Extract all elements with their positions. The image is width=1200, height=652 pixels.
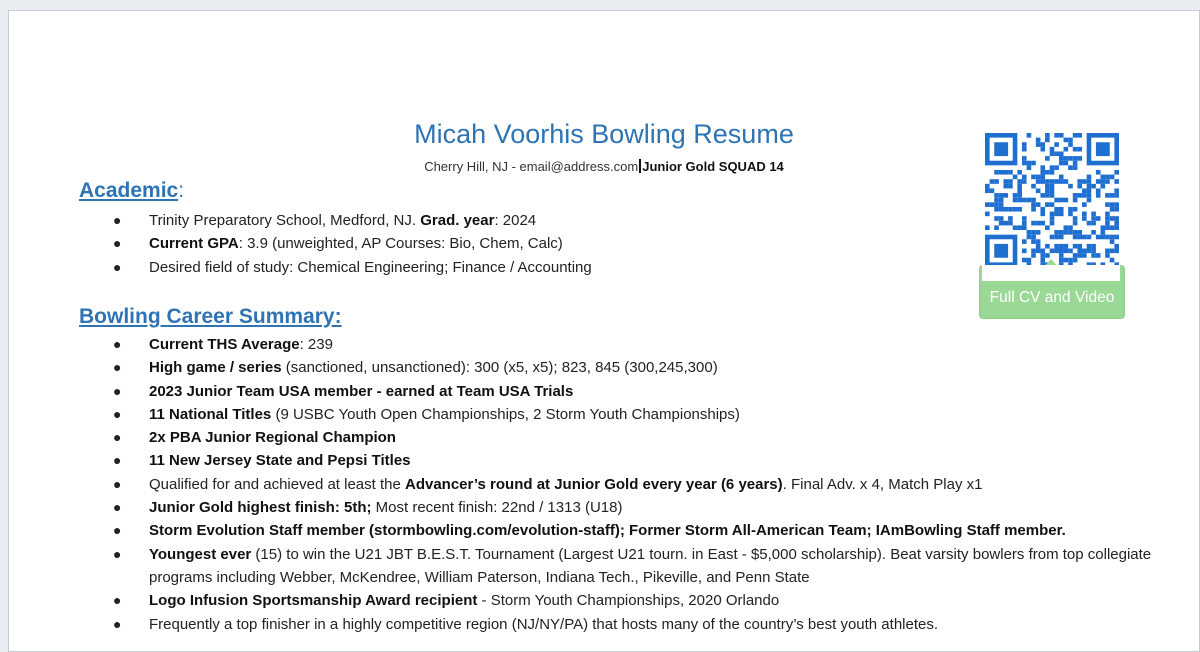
bullet-icon: ● xyxy=(113,522,122,539)
bullet-icon: ● xyxy=(113,336,122,352)
item-bold: Current THS Average xyxy=(149,336,300,353)
bullet-icon: ● xyxy=(113,212,122,228)
item-bold: Logo Infusion Sportsmanship Award recipient xyxy=(149,592,478,610)
list-item xyxy=(109,380,1169,403)
item-bold: Youngest ever xyxy=(149,545,252,563)
item-pre: Frequently a top finisher in a highly competitive region (NJ/NY/PA) that hosts many of the country’s best youth athletes. xyxy=(149,615,939,633)
bullet-icon: ● xyxy=(113,235,122,252)
academic-heading xyxy=(79,179,184,203)
career-list xyxy=(109,333,1169,636)
item-bold: 2023 Junior Team USA member - earned at Team USA Trials xyxy=(149,382,574,400)
bullet-icon: ● xyxy=(113,452,122,469)
item-post: (sanctioned, unsanctioned): 300 (x5, x5); 823, 845 (300,245,300) xyxy=(281,359,718,377)
item-post: (9 USBC Youth Open Championships, 2 Storm Youth Championships) xyxy=(271,405,740,423)
career-heading-text: Bowling Career Summary: xyxy=(79,305,342,328)
qr-caption: Full CV and Video xyxy=(989,289,1115,306)
item-bold: Advancer’s round at Junior Gold every year (6 years) xyxy=(405,475,783,493)
item-post: - Storm Youth Championships, 2020 Orlando xyxy=(477,592,780,610)
list-item xyxy=(109,543,1169,590)
contact-info: Cherry Hill, NJ - email@address.com xyxy=(424,159,639,174)
item-post: Most recent finish: 22nd / 1313 (U18) xyxy=(371,499,623,517)
bullet-icon: ● xyxy=(113,429,122,446)
list-item xyxy=(109,403,1169,426)
squad-info: Junior Gold SQUAD 14 xyxy=(642,159,784,174)
item-pre: Desired field of study: Chemical Engineering; Finance / Accounting xyxy=(149,258,592,276)
item-post: . Final Adv. x 4, Match Play x1 xyxy=(782,475,983,493)
list-item xyxy=(109,589,1169,612)
bullet-icon: ● xyxy=(113,359,122,376)
item-post: : 2024 xyxy=(494,212,537,229)
list-item xyxy=(109,519,1169,542)
item-bold: 2x PBA Junior Regional Champion xyxy=(149,429,396,447)
item-bold: High game / series xyxy=(149,359,282,377)
list-item xyxy=(109,256,1169,279)
item-bold: Storm Evolution Staff member (stormbowling.com/evolution-staff); Former Storm All-American Team; IAmBowling Staff member. xyxy=(149,522,1066,540)
item-bold: Current GPA xyxy=(149,235,239,253)
item-post: (15) to win the U21 JBT B.E.S.T. Tournament (Largest U21 tourn. in East - $5,000 scholarship). Beat varsity bowlers from top collegiate programs including Webber, McKendree, William Paterson, Indiana Tech., Pikeville, and Penn State xyxy=(149,545,1152,586)
list-item xyxy=(109,613,1169,636)
bullet-icon: ● xyxy=(113,405,122,422)
bullet-icon: ● xyxy=(113,499,122,516)
item-post: : 3.9 (unweighted, AP Courses: Bio, Chem, Calc) xyxy=(238,235,563,253)
bullet-icon: ● xyxy=(113,475,122,492)
list-item xyxy=(109,449,1169,472)
list-item xyxy=(109,426,1169,449)
list-item xyxy=(109,232,1169,255)
list-item xyxy=(109,356,1169,379)
bullet-icon: ● xyxy=(113,545,122,562)
item-pre: Qualified for and achieved at least the xyxy=(149,475,405,493)
text-cursor xyxy=(639,159,641,173)
list-item xyxy=(109,209,1169,232)
bullet-icon: ● xyxy=(113,258,122,275)
list-item xyxy=(109,496,1169,519)
bullet-icon: ● xyxy=(113,615,122,632)
item-bold: 11 National Titles xyxy=(149,405,272,423)
item-bold: Grad. year xyxy=(420,212,495,229)
academic-heading-colon: : xyxy=(178,179,185,202)
item-bold: Junior Gold highest finish: 5th; xyxy=(149,499,372,517)
list-item xyxy=(109,333,1169,356)
career-heading xyxy=(79,305,342,329)
document-title: Micah Voorhis Bowling Resume xyxy=(414,119,794,149)
bullet-icon: ● xyxy=(113,592,122,609)
bullet-icon: ● xyxy=(113,382,122,399)
document-page xyxy=(8,10,1200,652)
list-item xyxy=(109,473,1169,496)
academic-heading-text: Academic xyxy=(79,179,179,202)
item-pre: Trinity Preparatory School, Medford, NJ. xyxy=(149,212,421,229)
item-post: : 239 xyxy=(299,336,333,353)
academic-list xyxy=(109,209,1169,279)
item-bold: 11 New Jersey State and Pepsi Titles xyxy=(149,452,411,470)
